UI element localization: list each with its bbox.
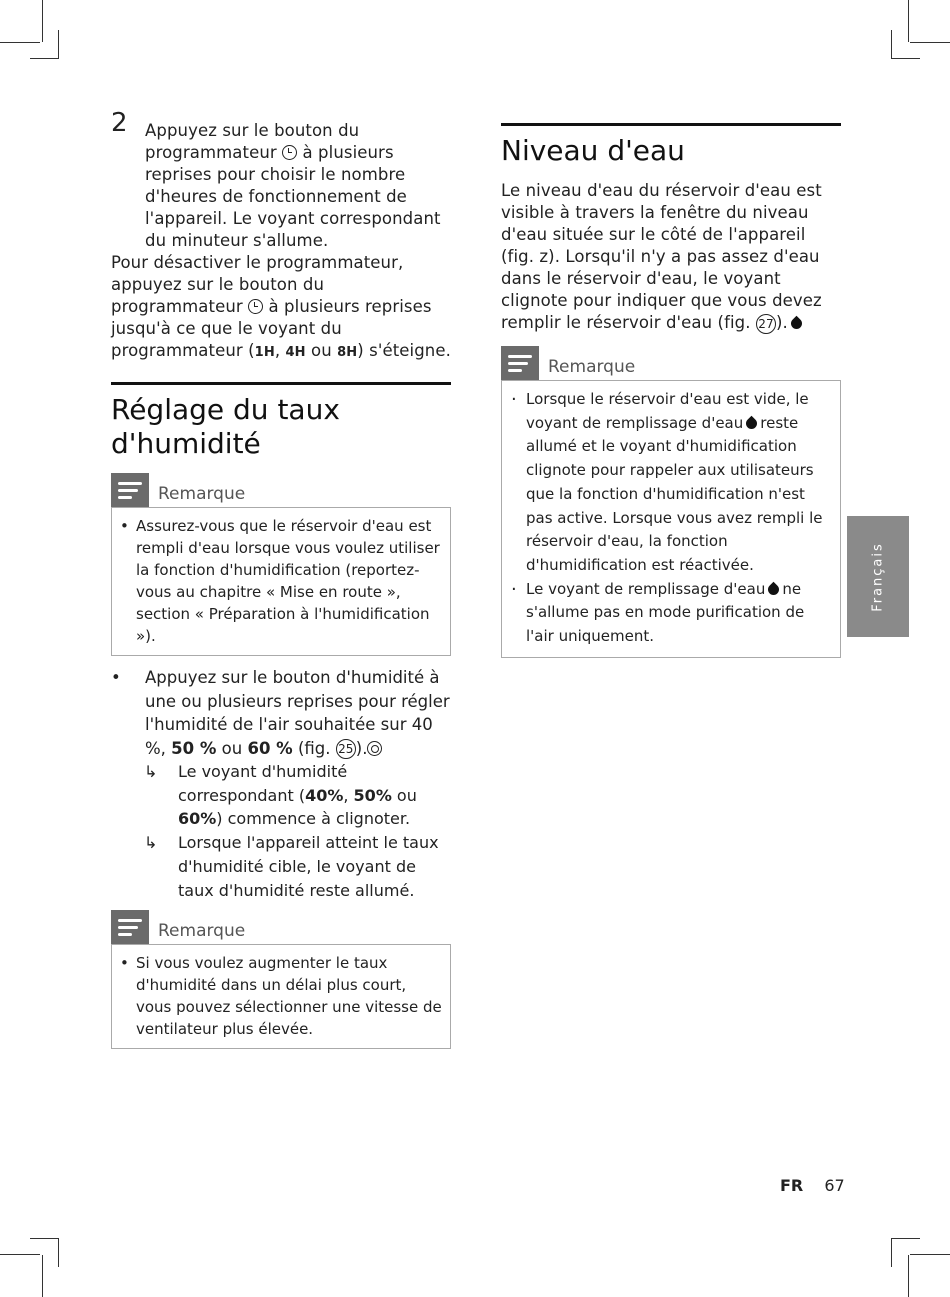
crop-mark — [30, 1238, 59, 1239]
water-drop-icon — [766, 581, 782, 597]
result-text: ) commence à clignoter. — [216, 809, 411, 829]
water-text: Le niveau d'eau du réservoir d'eau est visible à travers la fenêtre du niveau d'eau située sur le côté de l'appareil (fig. z). Lorsqu'il n'y a pas assez d'eau dans le réservoir d'eau, le voyant clignote pour indiquer que vous devez remplir le réservoir d'eau (fig. — [501, 181, 822, 332]
note-text: Lorsque le réservoir d'eau est vide, le voyant de remplissage d'eau — [526, 390, 809, 432]
step-number: 2 — [111, 108, 128, 138]
humidity-value: 60 % — [247, 738, 293, 758]
timer-icon — [282, 145, 297, 160]
bullet-text: ). — [355, 738, 368, 758]
timer-icon — [248, 299, 263, 314]
water-drop-icon — [744, 415, 760, 431]
note-icon — [501, 346, 539, 380]
page-number: 67 — [824, 1176, 845, 1195]
step-text: à plusieurs reprises pour choisir le nombre d'heures de fonctionnement de l'appareil. Le voyant correspondant du minuteur s'allume. — [145, 143, 441, 250]
note-label: Remarque — [158, 921, 246, 942]
note-item — [526, 578, 832, 649]
note-box — [111, 507, 451, 656]
language-tab — [847, 516, 909, 637]
separator: , — [343, 785, 354, 805]
separator: ou — [391, 785, 417, 805]
section-divider — [111, 382, 451, 385]
deactivate-text: ) s'éteigne. — [357, 341, 451, 360]
result-text: Lorsque l'appareil atteint le taux d'humidité cible, le voyant de taux d'humidité reste allumé. — [178, 833, 439, 900]
section-title: Réglage du taux d'humidité — [111, 393, 340, 460]
language-tab-label: Français — [870, 541, 886, 612]
note-header — [501, 346, 841, 380]
note-box — [501, 380, 841, 658]
humidity-bullet — [111, 666, 451, 760]
bullet-dot: • — [111, 668, 121, 687]
section-title: Niveau d'eau — [501, 134, 685, 167]
water-drop-icon — [789, 316, 805, 332]
note-label: Remarque — [548, 357, 636, 377]
crop-mark — [42, 1255, 43, 1297]
bullet-text: ou — [216, 738, 248, 758]
deactivate-text: Pour désactiver le programmateur, appuyez sur le bouton du programmateur — [111, 253, 404, 316]
crop-mark — [891, 1238, 892, 1267]
note-item: • Assurez-vous que le réservoir d'eau est rempli d'eau lorsque vous voulez utiliser la fonction d'humidification (reportez-vous au chapitre « Mise en route », section « Préparation à l'humidification »). — [136, 515, 442, 647]
separator: , — [274, 341, 286, 360]
note-text: ne s'allume pas en mode purification de l'air uniquement. — [526, 579, 805, 646]
crop-mark — [891, 30, 892, 59]
deactivate-paragraph — [111, 252, 451, 364]
timer-option: 8H — [337, 345, 358, 360]
crop-mark — [891, 1238, 920, 1239]
result-text: Le voyant d'humidité correspondant ( — [178, 762, 348, 805]
footer-language: FR — [780, 1176, 804, 1195]
note-text: reste allumé et le voyant d'humidification clignote pour rappeler aux utilisateurs que la fonction d'humidification n'est pas active. Lorsque vous avez rempli le réservoir d'eau, la fonction d'humidification est réactivée. — [526, 413, 823, 574]
bullet-text: (fig. — [292, 738, 336, 758]
step-2 — [111, 108, 451, 252]
note-header — [111, 910, 451, 944]
note-icon — [111, 910, 149, 944]
arrow-icon: ↳ — [144, 833, 158, 853]
note-icon — [111, 473, 149, 507]
crop-mark — [30, 58, 59, 59]
note-item: • Si vous voulez augmenter le taux d'humidité dans un délai plus court, vous pouvez sélectionner une vitesse de ventilateur plus élevée. — [136, 952, 442, 1040]
note-label: Remarque — [158, 484, 246, 504]
crop-mark — [58, 30, 59, 59]
humidity-value: 40% — [305, 785, 344, 805]
humidity-value: 50 % — [171, 738, 217, 758]
left-column — [111, 108, 451, 1049]
crop-mark — [42, 0, 43, 42]
crop-mark — [908, 1255, 909, 1297]
figure-number: 27 — [756, 314, 776, 334]
crop-mark — [58, 1238, 59, 1267]
section-divider — [501, 123, 841, 126]
note-text: Le voyant de remplissage d'eau — [526, 579, 766, 598]
note-item — [526, 388, 832, 578]
separator: ou — [305, 341, 338, 360]
result-item — [111, 760, 451, 831]
crop-mark — [891, 58, 920, 59]
humidity-value: 50% — [353, 785, 392, 805]
crop-mark — [0, 1254, 40, 1255]
bullet-text: Appuyez sur le bouton d'humidité à une ou plusieurs reprises pour régler l'humidité de l'air souhaitée sur 40 %, — [145, 668, 450, 758]
crop-mark — [910, 42, 950, 43]
water-paragraph — [501, 180, 841, 334]
crop-mark — [908, 0, 909, 42]
figure-number: 25 — [336, 739, 356, 759]
timer-option: 4H — [285, 345, 306, 360]
crop-mark — [910, 1254, 950, 1255]
page-footer — [780, 1176, 845, 1195]
right-column — [501, 112, 841, 658]
timer-option: 1H — [254, 345, 275, 360]
note-header — [111, 473, 451, 507]
note-box — [111, 944, 451, 1049]
deactivate-text: à plusieurs reprises jusqu'à ce que le voyant du programmateur ( — [111, 297, 432, 360]
result-item — [111, 831, 451, 902]
humidity-value: 60% — [178, 809, 217, 829]
water-text: ). — [775, 313, 788, 332]
arrow-icon: ↳ — [144, 762, 158, 781]
step-text: Appuyez sur le bouton du programmateur — [145, 121, 360, 162]
crop-mark — [0, 42, 40, 43]
fan-icon — [367, 741, 382, 756]
